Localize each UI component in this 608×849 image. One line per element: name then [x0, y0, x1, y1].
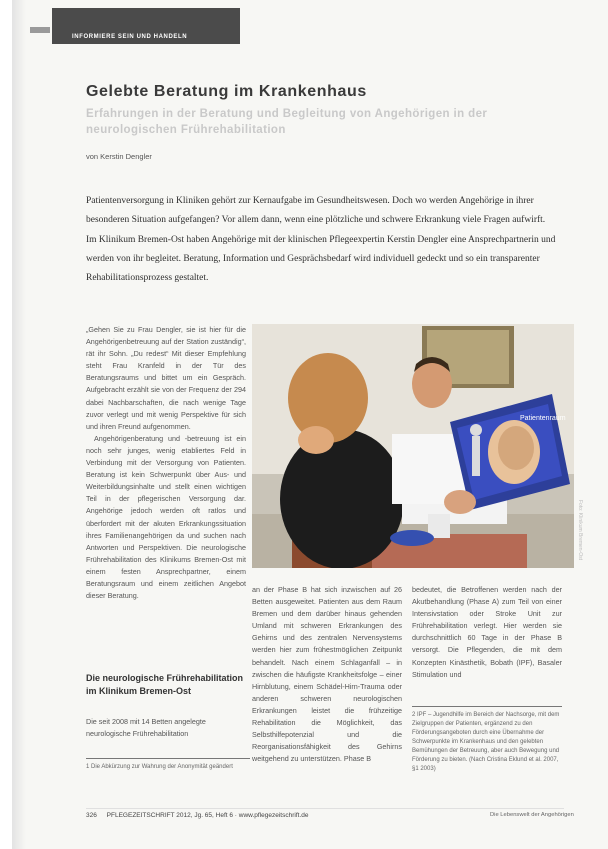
photo-illustration [252, 324, 574, 568]
footer-divider [86, 808, 564, 809]
text-column-middle: an der Phase B hat sich inzwischen auf 26 Betten ausgeweitet. Patienten aus dem Raum Bremen und dem darüber hinaus gehenden Umland mit schweren Erkrankungen des Gehirns und des zentralen Nervensystems werden hier zum frühestmöglichen Zeitpunkt behandelt. Nach einem Schlaganfall – in zwischen die häufigste Krankheitsfolge – einer Hirnblutung, einem Schädel-Hirn-Trauma oder anderen schweren neurologischen Erkrankungen leistet die frühzeitige Rehabilitation die Möglichkeit, das Selbsthilfepotenzial und die Reorganisationsfähigkeit des Gehirns weitgehend zu unterstützen. Phase B [252, 585, 402, 764]
section-label: INFORMIERE SEIN UND HANDELN [72, 34, 188, 40]
footnote-right: 2 IPF – Jugendhilfe im Bereich der Nachsorge, mit dem Zielgruppen der Patienten, ergänzend zu den Förderungsangeboten durch eine Übernahme der Schwerpunkte im Krankenhaus und den gelebten Bemühungen der Betreuung, aber auch Bewegung und Förderung zu bieten. (Nach Cristina Eklund et al. 2007, §1 2003) [412, 706, 562, 774]
paragraph: Angehörigenberatung und -betreuung ist ein noch sehr junges, wenig etabliertes Feld in Verbindung mit der Versorgung von Patienten. Beratung ist kein Schwerpunkt über Aus- und Weiterbildungsinhalte und stellt einen wichtigen Teil in der pflegerischen Versorgung dar. Angehörige jedoch werden oft ratlos und überfordert mit der akuten Erkrankungssituation ihres Familienangehörigen da und suchen nach Antworten und Perspektiven. Die neurologische Frührehabilitation des Klinikums Bremen-Ost mit einem festen Ansprechpartner, einem Beratungsraum und einem zeitlichen Angebot dieser Beratung. [86, 433, 246, 601]
poster-label: Patientenraum [520, 415, 566, 422]
footnote-left: 1 Die Abkürzung zur Wahrung der Anonymität geändert [86, 758, 250, 772]
lead-paragraph: Patientenversorgung in Kliniken gehört zur Kernaufgabe im Gesundheitswesen. Doch wo werden Angehörige in ihrer besonderen Situation aufgefangen? Vor allem dann, wenn eine plötzliche und schwere Erkrankung viele Fragen aufwirft. Im Klinikum Bremen-Ost haben Angehörige mit der klinischen Pflegeexpertin Kerstin Dengler eine Ansprechpartnerin und werden von ihr begleitet. Beratung, Information und Gesprächsbedarf wird individuell gedeckt und so ein transparenter Rehabilitationsprozess gestaltet. [86, 196, 556, 284]
paragraph: „Gehen Sie zu Frau Dengler, sie ist hier für die Angehörigenbetreuung auf der Station zuständig“, rät ihr Sohn. „Du redest“ Mit dieser Empfehlung steht Frau Kranfeld in der Tür des Beratungsraums und bittet um ein Gespräch. Aufgebracht erzählt sie von der Frequenz der 294 dabei Nachbarschaften, die nach wenige Tage zuvor verlegt und mit wenig Perspektive für sich und ihren Freund aufgenommen. [86, 325, 246, 431]
text-column-right: bedeutet, die Betroffenen werden nach der Akutbehandlung (Phase A) zum Teil von einer Intensivstation oder Stroke Unit zur Frührehabilitation verlegt. Hier werden sie durchschnittlich 60 Tage in der Phase B versorgt. Die Pflegenden, die mit dem Konzepten Kinästhetik, Bobath (IPF), Basaler Stimulation und [412, 585, 562, 679]
magazine-page [12, 0, 608, 849]
section-heading: Die neurologische Frührehabilitation im Klinikum Bremen-Ost [86, 673, 244, 696]
header-accent-mark [30, 27, 50, 33]
page-number: 326 [86, 812, 97, 819]
article-photo [252, 324, 574, 568]
footer-right: Die Lebenswelt der Angehörigen [490, 812, 574, 818]
footer-left [86, 812, 309, 819]
article-subtitle: Erfahrungen in der Beratung und Begleitung von Angehörigen in der neurologischen Frührehabilitation [86, 108, 488, 136]
article-byline: von Kerstin Dengler [86, 152, 152, 161]
photo-credit: Foto: Klinikum Bremen-Ost [577, 500, 583, 561]
page-edge-shadow [12, 0, 26, 849]
article-title: Gelebte Beratung im Krankenhaus [86, 83, 367, 100]
text-column-left [86, 324, 246, 602]
journal-citation: PFLEGEZEITSCHRIFT 2012, Jg. 65, Heft 6 · www.pflegezeitschrift.de [106, 812, 309, 819]
paragraph: Die seit 2008 mit 14 Betten angelegte neurologische Frührehabilitation [86, 717, 206, 739]
